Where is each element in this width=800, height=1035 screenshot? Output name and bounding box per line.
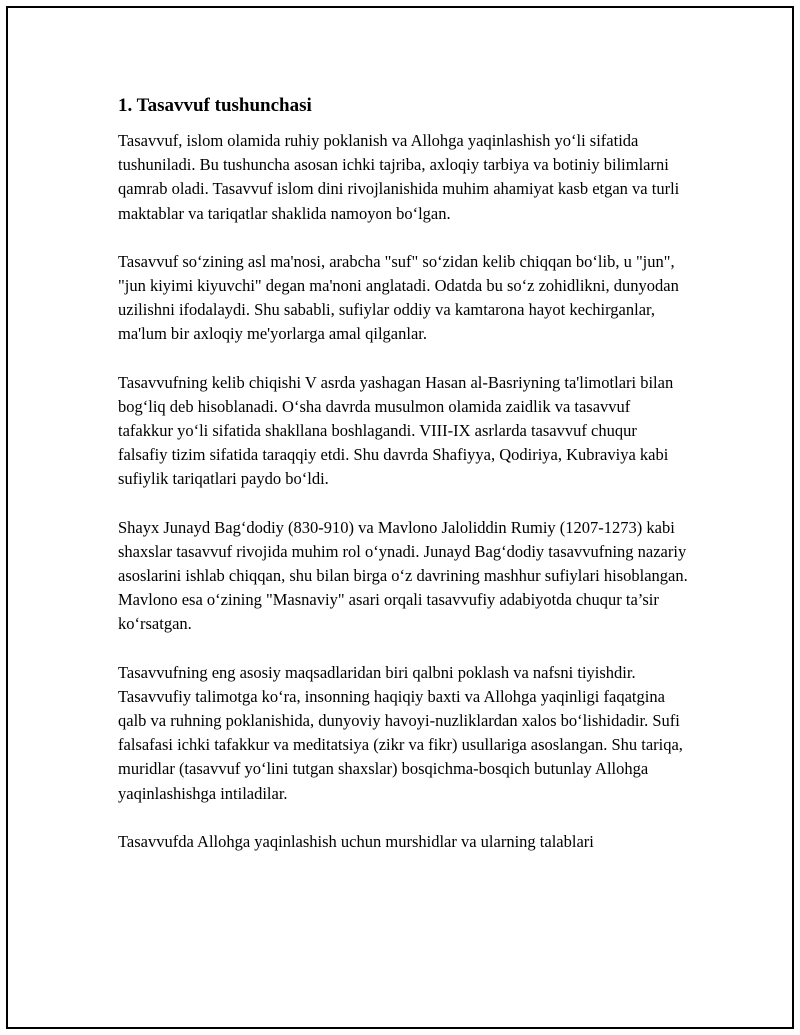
paragraph-4: Shayx Junayd Bag‘dodiy (830-910) va Mavlono Jaloliddin Rumiy (1207-1273) kabi shaxslar tasavvuf rivojida muhim rol o‘ynadi. Junayd Bag‘dodiy tasavvufning nazariy asoslarini ishlab chiqqan, shu bilan birga o‘z davrining mashhur sufiylari hisoblangan. Mavlono esa o‘zining "Masnaviy" asari orqali tasavvufiy adabiyotda chuqur ta’sir ko‘rsatgan. <box>118 517 688 634</box>
paragraph-6: Tasavvufda Allohga yaqinlashish uchun murshidlar va ularning talablari <box>118 831 594 851</box>
paragraph-2: Tasavvuf so‘zining asl ma'nosi, arabcha "suf" so‘zidan kelib chiqqan bo‘lib, u "jun", "jun kiyimi kiyuvchi" degan ma'noni anglatadi. Odatda bu so‘z zohidlikni, dunyodan uzilishni ifodalaydi. Shu sababli, sufiylar oddiy va kamtarona hayot kechirganlar, ma'lum bir axloqiy me'yorlarga amal qilganlar. <box>118 251 679 344</box>
section-heading: 1. Tasavvuf tushunchasi <box>118 95 312 116</box>
paragraph-5: Tasavvufning eng asosiy maqsadlaridan biri qalbni poklash va nafsni tiyishdir. Tasavvufiy talimotga ko‘ra, insonning haqiqiy baxti va Allohga yaqinligi faqatgina qalb va ruhning poklanishida, dunyoviy havoyi-nuzliklardan xalos bo‘lishidadir. Sufi falsafasi ichki tafakkur va meditatsiya (zikr va fikr) usullariga asoslangan. Shu tariqa, muridlar (tasavvuf yo‘lini tutgan shaxslar) bosqichma-bosqich butunlay Allohga yaqinlashishga intiladilar. <box>118 662 683 803</box>
paragraph-3: Tasavvufning kelib chiqishi V asrda yashagan Hasan al-Basriyning ta'limotlari bilan bog‘liq deb hisoblanadi. O‘sha davrda musulmon olamida zaidlik va tasavvuf tafakkur yo‘li sifatida shakllana boshlagandi. VIII-IX asrlarda tasavvuf chuqur falsafiy tizim sifatida taraqqiy etdi. Shu davrda Shafiyya, Qodiriya, Kubraviya kabi sufiylik tariqatlari paydo bo‘ldi. <box>118 372 674 489</box>
paragraph-1: Tasavvuf, islom olamida ruhiy poklanish va Allohga yaqinlashish yo‘li sifatida tushuniladi. Bu tushuncha asosan ichki tajriba, axloqiy tarbiya va botiniy bilimlarni qamrab oladi. Tasavvuf islom dini rivojlanishida muhim ahamiyat kasb etgan va turli maktablar va tariqatlar shaklida namoyon bo‘lgan. <box>118 131 680 223</box>
document-body <box>118 94 688 878</box>
